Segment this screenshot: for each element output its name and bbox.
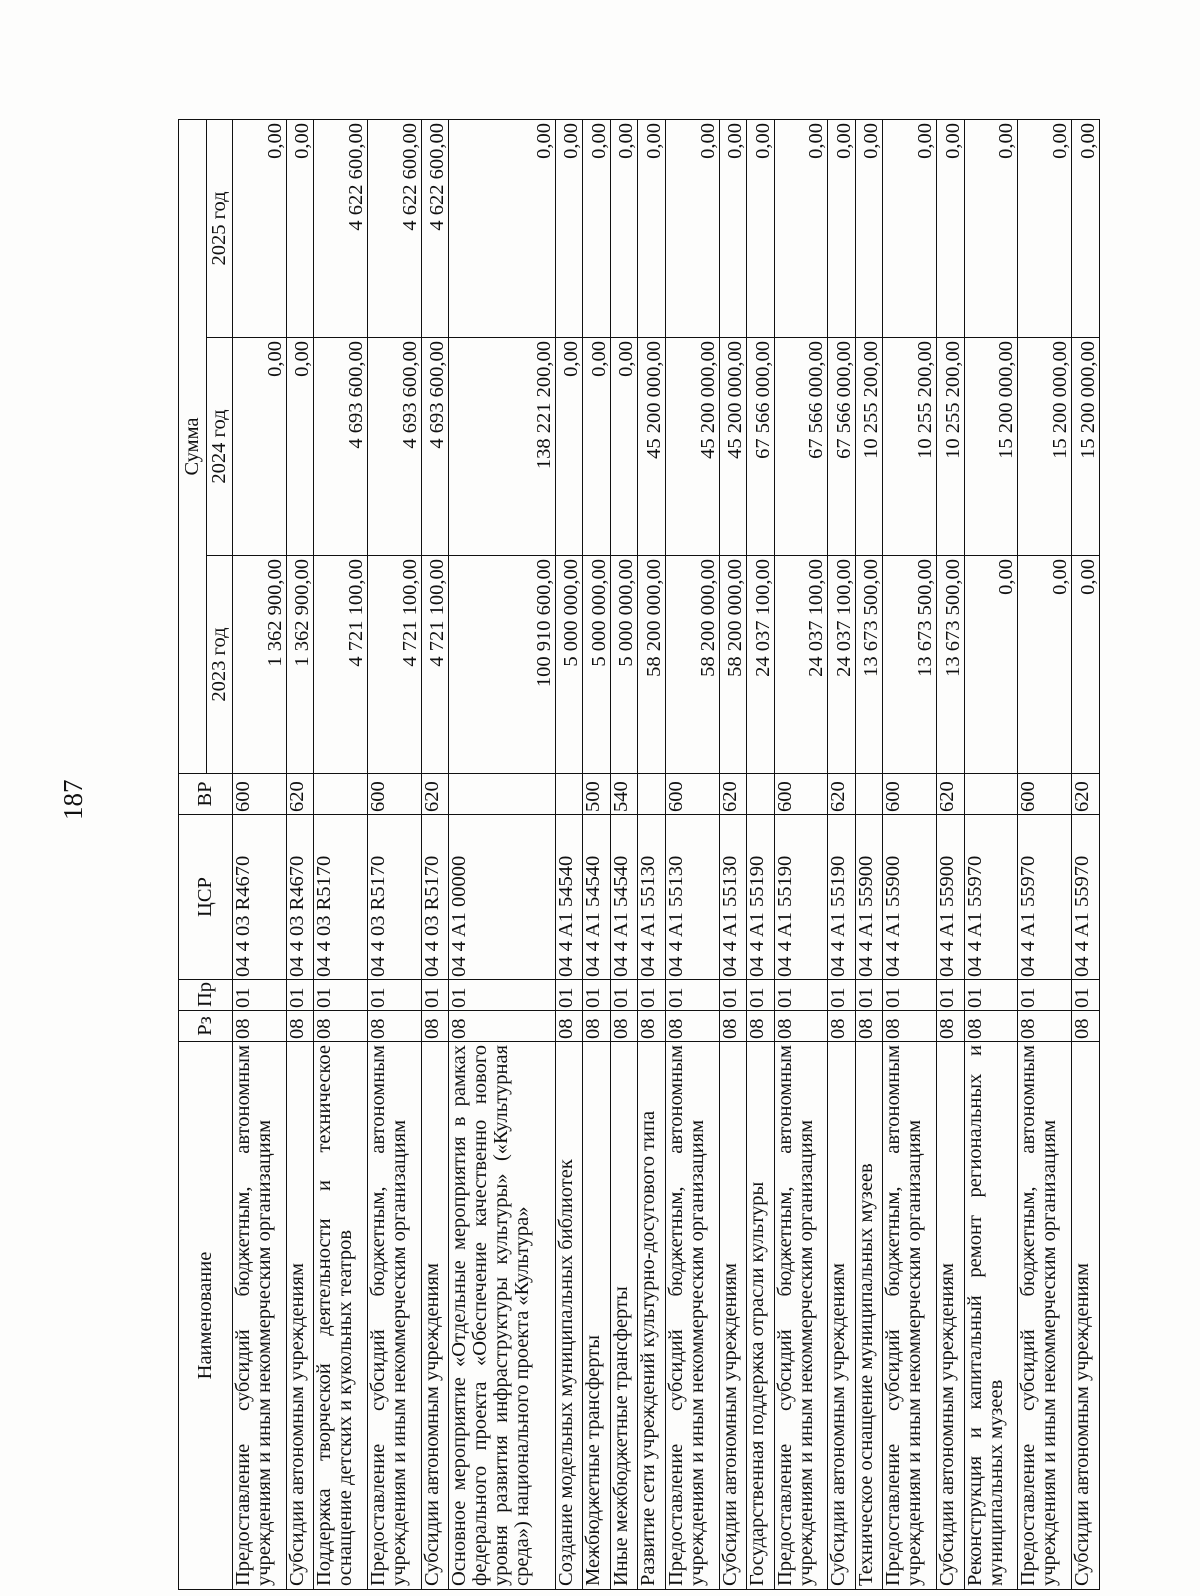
- table-row: [665, 119, 719, 1589]
- row-amount-2023: 24 037 100,00: [747, 556, 775, 774]
- row-amount-2025: 0,00: [583, 119, 611, 337]
- row-rz: 08: [421, 1011, 449, 1042]
- row-name: Государственная поддержка отрасли культуры: [747, 1042, 775, 1590]
- table-row: [233, 119, 287, 1589]
- row-name: Создание модельных муниципальных библиотек: [555, 1042, 583, 1590]
- row-amount-2025: 0,00: [828, 119, 856, 337]
- row-name: Предоставление субсидий бюджетным, автономным учреждениям и иным некоммерческим организациям: [665, 1042, 719, 1590]
- row-name: Развитие сети учреждений культурно-досугового типа: [638, 1042, 666, 1590]
- row-rz: 08: [610, 1011, 638, 1042]
- row-vr: [638, 774, 666, 815]
- row-pr: 01: [286, 980, 314, 1011]
- row-amount-2023: 0,00: [1018, 556, 1072, 774]
- row-amount-2025: 4 622 600,00: [421, 119, 449, 337]
- table-row: [314, 119, 368, 1589]
- row-amount-2023: 100 910 600,00: [449, 556, 555, 774]
- row-name: Техническое оснащение муниципальных музеев: [855, 1042, 883, 1590]
- row-pr: 01: [233, 980, 287, 1011]
- row-pr: 01: [610, 980, 638, 1011]
- header-vr: ВР: [179, 774, 233, 815]
- header-2025: 2025 год: [207, 119, 233, 337]
- row-vr: 620: [719, 774, 747, 815]
- row-amount-2024: 67 566 000,00: [828, 338, 856, 556]
- row-name: Поддержка творческой деятельности и техническое оснащение детских и кукольных театров: [314, 1042, 368, 1590]
- row-amount-2023: 1 362 900,00: [233, 556, 287, 774]
- budget-table: [178, 119, 1100, 1590]
- row-amount-2024: 138 221 200,00: [449, 338, 555, 556]
- row-pr: 01: [421, 980, 449, 1011]
- row-amount-2023: 0,00: [964, 556, 1018, 774]
- row-amount-2025: 0,00: [233, 119, 287, 337]
- row-amount-2023: 13 673 500,00: [883, 556, 937, 774]
- row-amount-2024: 4 693 600,00: [314, 338, 368, 556]
- row-name: Субсидии автономным учреждениям: [1072, 1042, 1100, 1590]
- header-2023: 2023 год: [207, 556, 233, 774]
- row-vr: 620: [828, 774, 856, 815]
- table-row: [555, 119, 583, 1589]
- table-row: [883, 119, 937, 1589]
- row-amount-2024: 67 566 000,00: [747, 338, 775, 556]
- row-amount-2023: 24 037 100,00: [774, 556, 828, 774]
- table-row: [747, 119, 775, 1589]
- table-row: [286, 119, 314, 1589]
- row-amount-2023: 24 037 100,00: [828, 556, 856, 774]
- row-pr: 01: [883, 980, 937, 1011]
- row-amount-2025: 0,00: [665, 119, 719, 337]
- row-vr: [747, 774, 775, 815]
- row-amount-2025: 0,00: [449, 119, 555, 337]
- row-csr: 04 4 A1 55190: [774, 815, 828, 980]
- row-amount-2023: 0,00: [1072, 556, 1100, 774]
- row-pr: 01: [774, 980, 828, 1011]
- row-vr: [555, 774, 583, 815]
- row-amount-2025: 0,00: [610, 119, 638, 337]
- row-rz: 08: [774, 1011, 828, 1042]
- table-row: [964, 119, 1018, 1589]
- row-amount-2023: 5 000 000,00: [583, 556, 611, 774]
- row-pr: 01: [638, 980, 666, 1011]
- row-amount-2024: 15 200 000,00: [964, 338, 1018, 556]
- row-amount-2023: 1 362 900,00: [286, 556, 314, 774]
- row-pr: 01: [368, 980, 422, 1011]
- row-name: Субсидии автономным учреждениям: [937, 1042, 965, 1590]
- row-amount-2024: 67 566 000,00: [774, 338, 828, 556]
- row-csr: 04 4 03 R5170: [314, 815, 368, 980]
- row-name: Предоставление субсидий бюджетным, автономным учреждениям и иным некоммерческим организациям: [883, 1042, 937, 1590]
- row-csr: 04 4 A1 54540: [555, 815, 583, 980]
- row-rz: 08: [1018, 1011, 1072, 1042]
- header-2024: 2024 год: [207, 338, 233, 556]
- header-sum: Сумма: [179, 119, 207, 773]
- table-row: [610, 119, 638, 1589]
- row-amount-2025: 0,00: [638, 119, 666, 337]
- table-row: [855, 119, 883, 1589]
- row-amount-2025: 4 622 600,00: [314, 119, 368, 337]
- row-amount-2023: 58 200 000,00: [665, 556, 719, 774]
- row-vr: 540: [610, 774, 638, 815]
- row-name: Основное мероприятие «Отдельные мероприятия в рамках федерального проекта «Обеспечение качественно нового уровня развития инфраструктуры культуры» («Культурная среда») национального проекта «Культура»: [449, 1042, 555, 1590]
- row-vr: 600: [665, 774, 719, 815]
- row-pr: 01: [828, 980, 856, 1011]
- row-pr: 01: [314, 980, 368, 1011]
- row-vr: 600: [774, 774, 828, 815]
- row-name: Иные межбюджетные трансферты: [610, 1042, 638, 1590]
- row-name: Субсидии автономным учреждениям: [286, 1042, 314, 1590]
- row-vr: 600: [1018, 774, 1072, 815]
- row-amount-2024: 0,00: [583, 338, 611, 556]
- row-amount-2024: 15 200 000,00: [1018, 338, 1072, 556]
- row-amount-2024: 45 200 000,00: [665, 338, 719, 556]
- row-amount-2025: 4 622 600,00: [368, 119, 422, 337]
- row-rz: 08: [883, 1011, 937, 1042]
- row-csr: 04 4 A1 55900: [937, 815, 965, 980]
- row-rz: 08: [855, 1011, 883, 1042]
- row-amount-2024: 10 255 200,00: [855, 338, 883, 556]
- row-pr: 01: [719, 980, 747, 1011]
- row-rz: 08: [286, 1011, 314, 1042]
- row-vr: 600: [233, 774, 287, 815]
- table-row: [1018, 119, 1072, 1589]
- row-amount-2023: 58 200 000,00: [638, 556, 666, 774]
- row-rz: 08: [828, 1011, 856, 1042]
- row-name: Субсидии автономным учреждениям: [421, 1042, 449, 1590]
- row-amount-2023: 5 000 000,00: [555, 556, 583, 774]
- row-pr: 01: [964, 980, 1018, 1011]
- row-csr: 04 4 A1 55970: [1018, 815, 1072, 980]
- row-pr: 01: [583, 980, 611, 1011]
- row-rz: 08: [964, 1011, 1018, 1042]
- row-csr: 04 4 A1 00000: [449, 815, 555, 980]
- row-amount-2023: 4 721 100,00: [421, 556, 449, 774]
- table-body: [233, 119, 1100, 1589]
- row-rz: 08: [449, 1011, 555, 1042]
- row-pr: 01: [665, 980, 719, 1011]
- row-rz: 08: [583, 1011, 611, 1042]
- row-amount-2023: 4 721 100,00: [368, 556, 422, 774]
- row-rz: 08: [937, 1011, 965, 1042]
- row-amount-2023: 58 200 000,00: [719, 556, 747, 774]
- row-vr: 600: [368, 774, 422, 815]
- table-row: [421, 119, 449, 1589]
- row-amount-2025: 0,00: [747, 119, 775, 337]
- row-csr: 04 4 A1 55130: [638, 815, 666, 980]
- header-pr: Пр: [179, 980, 233, 1011]
- table-row: [368, 119, 422, 1589]
- row-amount-2024: 4 693 600,00: [368, 338, 422, 556]
- row-amount-2025: 0,00: [719, 119, 747, 337]
- row-vr: 500: [583, 774, 611, 815]
- table-row: [638, 119, 666, 1589]
- row-amount-2024: 10 255 200,00: [937, 338, 965, 556]
- row-pr: 01: [1072, 980, 1100, 1011]
- row-amount-2025: 0,00: [937, 119, 965, 337]
- row-name: Межбюджетные трансферты: [583, 1042, 611, 1590]
- row-csr: 04 4 A1 55190: [747, 815, 775, 980]
- table-row: [774, 119, 828, 1589]
- row-rz: 08: [555, 1011, 583, 1042]
- row-csr: 04 4 A1 54540: [610, 815, 638, 980]
- row-pr: 01: [1018, 980, 1072, 1011]
- row-amount-2025: 0,00: [1072, 119, 1100, 337]
- header-csr: ЦСР: [179, 815, 233, 980]
- row-amount-2024: 0,00: [233, 338, 287, 556]
- row-pr: 01: [449, 980, 555, 1011]
- row-csr: 04 4 A1 55900: [883, 815, 937, 980]
- table-header: [179, 119, 233, 1589]
- row-amount-2024: 45 200 000,00: [719, 338, 747, 556]
- row-amount-2025: 0,00: [555, 119, 583, 337]
- row-name: Реконструкция и капитальный ремонт региональных и муниципальных музеев: [964, 1042, 1018, 1590]
- row-amount-2023: 4 721 100,00: [314, 556, 368, 774]
- row-pr: 01: [555, 980, 583, 1011]
- row-rz: 08: [1072, 1011, 1100, 1042]
- row-name: Предоставление субсидий бюджетным, автономным учреждениям и иным некоммерческим организациям: [368, 1042, 422, 1590]
- row-amount-2024: 0,00: [286, 338, 314, 556]
- row-rz: 08: [665, 1011, 719, 1042]
- row-amount-2025: 0,00: [774, 119, 828, 337]
- page-number: 187: [58, 779, 88, 820]
- budget-table-container: [178, 120, 1100, 1590]
- row-rz: 08: [233, 1011, 287, 1042]
- table-row: [449, 119, 555, 1589]
- table-row: [583, 119, 611, 1589]
- row-pr: 01: [747, 980, 775, 1011]
- row-name: Предоставление субсидий бюджетным, автономным учреждениям и иным некоммерческим организациям: [1018, 1042, 1072, 1590]
- row-amount-2024: 0,00: [555, 338, 583, 556]
- row-rz: 08: [747, 1011, 775, 1042]
- row-csr: 04 4 A1 55900: [855, 815, 883, 980]
- row-amount-2023: 5 000 000,00: [610, 556, 638, 774]
- row-vr: 620: [937, 774, 965, 815]
- row-vr: 600: [883, 774, 937, 815]
- row-amount-2024: 15 200 000,00: [1072, 338, 1100, 556]
- row-amount-2024: 45 200 000,00: [638, 338, 666, 556]
- row-name: Предоставление субсидий бюджетным, автономным учреждениям и иным некоммерческим организациям: [233, 1042, 287, 1590]
- row-amount-2025: 0,00: [286, 119, 314, 337]
- table-row: [1072, 119, 1100, 1589]
- row-csr: 04 4 03 R5170: [368, 815, 422, 980]
- row-csr: 04 4 A1 55130: [719, 815, 747, 980]
- row-csr: 04 4 03 R5170: [421, 815, 449, 980]
- row-amount-2023: 13 673 500,00: [937, 556, 965, 774]
- row-name: Субсидии автономным учреждениям: [828, 1042, 856, 1590]
- row-csr: 04 4 A1 55190: [828, 815, 856, 980]
- row-csr: 04 4 03 R4670: [286, 815, 314, 980]
- row-amount-2024: 0,00: [610, 338, 638, 556]
- row-amount-2025: 0,00: [1018, 119, 1072, 337]
- row-vr: [449, 774, 555, 815]
- row-vr: [314, 774, 368, 815]
- header-name: Наименование: [179, 1042, 233, 1590]
- table-row: [937, 119, 965, 1589]
- row-csr: 04 4 A1 54540: [583, 815, 611, 980]
- row-csr: 04 4 03 R4670: [233, 815, 287, 980]
- row-rz: 08: [719, 1011, 747, 1042]
- table-row: [719, 119, 747, 1589]
- row-name: Субсидии автономным учреждениям: [719, 1042, 747, 1590]
- row-rz: 08: [638, 1011, 666, 1042]
- row-rz: 08: [368, 1011, 422, 1042]
- row-amount-2023: 13 673 500,00: [855, 556, 883, 774]
- row-pr: 01: [937, 980, 965, 1011]
- row-amount-2024: 4 693 600,00: [421, 338, 449, 556]
- row-name: Предоставление субсидий бюджетным, автономным учреждениям и иным некоммерческим организациям: [774, 1042, 828, 1590]
- row-amount-2025: 0,00: [855, 119, 883, 337]
- row-amount-2025: 0,00: [883, 119, 937, 337]
- row-csr: 04 4 A1 55130: [665, 815, 719, 980]
- row-csr: 04 4 A1 55970: [1072, 815, 1100, 980]
- row-amount-2025: 0,00: [964, 119, 1018, 337]
- row-pr: 01: [855, 980, 883, 1011]
- row-csr: 04 4 A1 55970: [964, 815, 1018, 980]
- row-vr: 620: [1072, 774, 1100, 815]
- row-vr: [964, 774, 1018, 815]
- row-vr: [855, 774, 883, 815]
- row-amount-2024: 10 255 200,00: [883, 338, 937, 556]
- row-vr: 620: [421, 774, 449, 815]
- row-rz: 08: [314, 1011, 368, 1042]
- row-vr: 620: [286, 774, 314, 815]
- header-rz: Рз: [179, 1011, 233, 1042]
- table-row: [828, 119, 856, 1589]
